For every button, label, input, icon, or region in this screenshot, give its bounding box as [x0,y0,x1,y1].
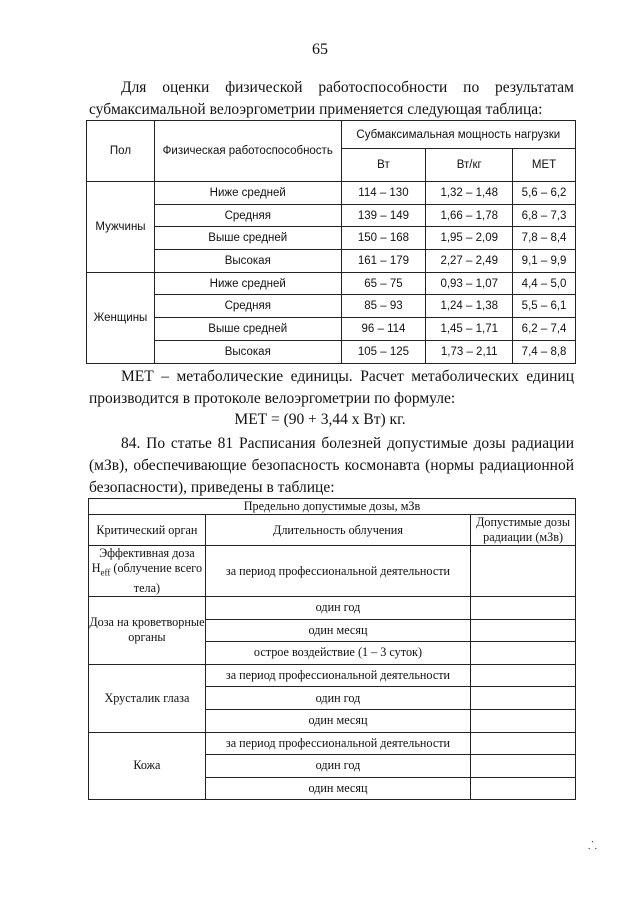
capacity-level-cell: Выше средней [154,227,341,250]
capacity-level-cell: Ниже средней [154,272,341,295]
header-capacity: Физическая работоспособность [154,121,341,182]
dose-cell [471,664,576,687]
intro-paragraph: Для оценки физической работоспособности по результатам субмаксимальной велоэргометрии применяется следующая таблица: [89,79,574,118]
sex-cell: Женщины [87,272,155,363]
organ-cell: Доза на кроветворные органы [89,597,206,665]
table-caption: Предельно допустимые дозы, мЗв [89,499,576,515]
met-cell: 9,1 – 9,9 [513,250,576,273]
radiation-dose-table [88,498,576,800]
dose-cell [471,619,576,642]
watts-per-kg-cell: 1,32 – 1,48 [426,182,513,205]
duration-cell: острое воздействие (1 – 3 суток) [205,642,470,665]
header-met: МЕТ [513,149,576,182]
work-capacity-table-body [87,182,576,364]
table-row [87,272,576,295]
met-cell: 6,8 – 7,3 [513,204,576,227]
capacity-level-cell: Выше средней [154,318,341,341]
duration-cell: за период профессиональной деятельности [205,664,470,687]
dose-cell [471,597,576,620]
table-row [87,340,576,363]
header-dose: Допустимые дозы радиации (мЗв) [471,515,576,546]
duration-cell: один год [205,755,470,778]
dose-cell [471,732,576,755]
watts-cell: 85 – 93 [341,295,426,318]
table-row [87,295,576,318]
table-row [89,664,576,687]
watts-cell: 65 – 75 [341,272,426,295]
table-row [89,732,576,755]
table-row [87,318,576,341]
watts-per-kg-cell: 1,24 – 1,38 [426,295,513,318]
table-row [89,597,576,620]
watts-per-kg-cell: 2,27 – 2,49 [426,250,513,273]
watts-cell: 96 – 114 [341,318,426,341]
watts-per-kg-cell: 1,95 – 2,09 [426,227,513,250]
duration-cell: один месяц [205,777,470,800]
header-duration: Длительность облучения [205,515,470,546]
duration-cell: один год [205,687,470,710]
watts-cell: 139 – 149 [341,204,426,227]
effective-dose-label-a: Эффективная доза H [91,546,195,576]
met-cell: 6,2 – 7,4 [513,318,576,341]
duration-cell: один месяц [205,709,470,732]
table-row [87,250,576,273]
met-formula: МЕТ = (90 + 3,44 х Вт) кг. [234,411,406,428]
capacity-level-cell: Высокая [154,250,341,273]
duration-cell: один месяц [205,619,470,642]
header-w: Вт [341,149,426,182]
watts-cell: 105 – 125 [341,340,426,363]
dose-cell [471,777,576,800]
watts-per-kg-cell: 1,73 – 2,11 [426,340,513,363]
sex-cell: Мужчины [87,182,155,273]
effective-dose-label-b: (облучение всего тела) [110,561,203,595]
paragraph-84: 84. По статье 81 Расписания болезней допустимые дозы радиации (мЗв), обеспечивающие безопасность космонавта (нормы радиационной безопасности), приведены в таблице: [89,435,574,496]
organ-cell: Кожа [89,732,206,800]
page-number: 65 [312,41,328,58]
table-row [87,204,576,227]
duration-cell: за период профессиональной деятельности [205,546,470,597]
watts-cell: 161 – 179 [341,250,426,273]
duration-cell: один год [205,597,470,620]
table-row [87,227,576,250]
dose-cell [471,687,576,710]
met-cell: 5,5 – 6,1 [513,295,576,318]
watts-cell: 150 – 168 [341,227,426,250]
header-sex: Пол [87,121,155,182]
work-capacity-table [86,120,576,364]
met-paragraph: МЕТ – метаболические единицы. Расчет метаболических единиц производится в протоколе велоэргометрии по формуле: [89,368,574,407]
corner-mark: ⸫ [588,840,599,852]
capacity-level-cell: Средняя [154,204,341,227]
met-cell: 5,6 – 6,2 [513,182,576,205]
header-wkg: Вт/кг [426,149,513,182]
dose-cell [471,709,576,732]
watts-per-kg-cell: 0,93 – 1,07 [426,272,513,295]
effective-dose-subscript: eff [100,567,111,578]
organ-effective-dose [89,546,206,597]
dose-cell [471,546,576,597]
met-cell: 7,4 – 8,8 [513,340,576,363]
dose-cell [471,642,576,665]
organ-cell: Хрусталик глаза [89,664,206,732]
header-organ: Критический орган [89,515,206,546]
capacity-level-cell: Средняя [154,295,341,318]
capacity-level-cell: Высокая [154,340,341,363]
header-load: Субмаксимальная мощность нагрузки [341,121,575,149]
capacity-level-cell: Ниже средней [154,182,341,205]
met-cell: 7,8 – 8,4 [513,227,576,250]
watts-per-kg-cell: 1,45 – 1,71 [426,318,513,341]
table-row [87,182,576,205]
duration-cell: за период профессиональной деятельности [205,732,470,755]
met-cell: 4,4 – 5,0 [513,272,576,295]
watts-per-kg-cell: 1,66 – 1,78 [426,204,513,227]
radiation-dose-table-body [89,597,576,800]
dose-cell [471,755,576,778]
watts-cell: 114 – 130 [341,182,426,205]
